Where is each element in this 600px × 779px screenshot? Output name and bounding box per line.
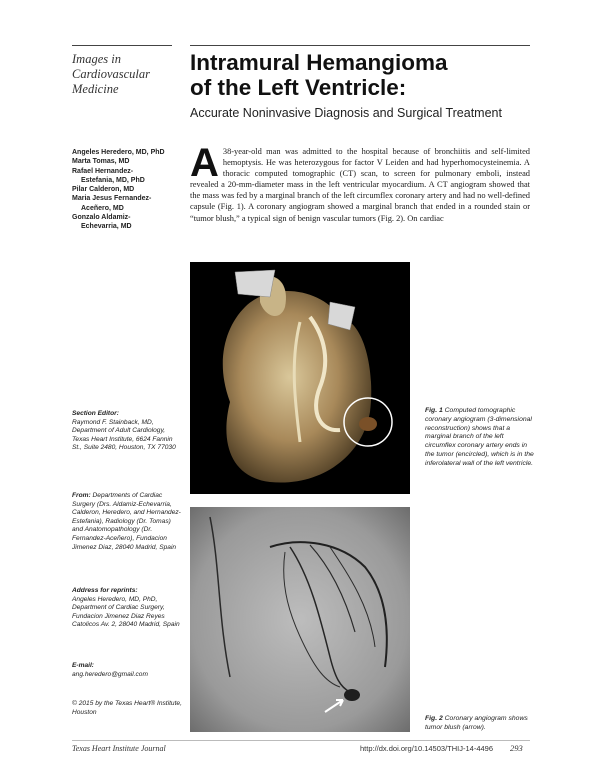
- email-block: [72, 662, 182, 679]
- figure-1-ct-image: [190, 262, 410, 494]
- from-label: From:: [72, 492, 91, 499]
- copyright-text: © 2015 by the Texas Heart® Institute, Houston: [72, 700, 182, 716]
- author-line: Marta Tomas, MD: [72, 158, 130, 166]
- figure-2-background: [190, 507, 410, 732]
- body-text: [190, 141, 530, 224]
- doi-link[interactable]: http://dx.doi.org/10.14503/THIJ-14-4496: [360, 744, 494, 753]
- body-paragraph: 38-year-old man was admitted to the hospital because of bronchiitis and self-limited hemoptysis. He was heterozygous for factor V Leiden and had hyperhomocysteinemia. A thoracic computed tomographic (CT) scan, to screen for pulmonary emboli, instead revealed a 20-mm-diameter mass in the left ventricular myocardium. A CT angiogram showed that the mass was fed by a marginal branch of the left circumflex coronary artery and had no well-defined capsule (Fig. 1). A coronary angiogram showed a marginal branch that ended in a rounded stain or “tumor blush,” a typical sign of benign vascular tumors (Fig. 2). On cardiac: [190, 147, 530, 223]
- reprints-block: [72, 587, 182, 630]
- series-heading: [72, 52, 172, 97]
- email-link[interactable]: ang.heredero@gmail.com: [72, 670, 148, 678]
- series-line: Images in: [72, 52, 121, 66]
- section-editor-text: Raymond F. Stainback, MD, Department of Adult Cardiology, Texas Heart Institute, 6624 Fannin St., Suite 2480, Houston, TX 77030: [72, 418, 176, 452]
- article-title: [190, 50, 560, 100]
- author-list: [72, 148, 187, 232]
- figure-2-caption-text: Coronary angiogram shows tumor blush (arrow).: [425, 715, 528, 731]
- author-line: Rafael Hernandez-: [72, 167, 134, 175]
- author-line: Pilar Calderon, MD: [72, 186, 135, 194]
- copyright-notice: [72, 700, 182, 717]
- tumor-mass: [359, 417, 377, 431]
- top-rule-right: [190, 45, 530, 46]
- author-line: Aceñero, MD: [81, 204, 124, 212]
- tumor-blush: [344, 689, 360, 701]
- author-line: Angeles Heredero, MD, PhD: [72, 149, 165, 156]
- footer-rule: [72, 740, 530, 741]
- top-rule-left: [72, 45, 172, 46]
- page-number: 293: [510, 743, 523, 753]
- from-text: Departments of Cardiac Surgery (Drs. Aldamiz-Echevarria, Calderon, Heredero, and Hernandez-Estefania), Radiology (Dr. Tomas) and Anatomopathology (Dr. Fernandez-Aceñero), Fundacion Jimenez Diaz, 28040 Madrid, Spain: [72, 492, 181, 551]
- reprints-text: Angeles Heredero, MD, PhD, Department of Cardiac Surgery, Fundacion Jimenez Diaz Reyes Catolicos Av. 2, 28040 Madrid, Spain: [72, 595, 180, 629]
- series-line: Cardiovascular: [72, 67, 151, 81]
- drop-cap: A: [190, 141, 219, 185]
- affiliation-block: [72, 492, 182, 552]
- figure-2-caption: [425, 715, 535, 733]
- title-line: of the Left Ventricle:: [190, 75, 407, 100]
- figure-1-caption-text: Computed tomographic coronary angiogram (3-dimensional reconstruction) shows that a marginal branch of the left circumflex coronary artery ends in the tumor (encircled), which is in the inferolateral wall of the left ventricle.: [425, 407, 534, 467]
- author-line: Echevarria, MD: [81, 223, 132, 231]
- figure-1-caption: [425, 407, 535, 469]
- figure-1-label: Fig. 1: [425, 407, 443, 414]
- article-subtitle: Accurate Noninvasive Diagnosis and Surgical Treatment: [190, 106, 502, 120]
- figure-2-label: Fig. 2: [425, 715, 443, 722]
- email-label: E-mail:: [72, 662, 94, 669]
- author-line: Maria Jesus Fernandez-: [72, 195, 152, 203]
- author-line: Gonzalo Aldamiz-: [72, 214, 131, 222]
- author-line: Estefania, MD, PhD: [81, 176, 145, 184]
- figure-2-angiogram-image: [190, 507, 410, 732]
- reprints-label: Address for reprints:: [72, 587, 138, 594]
- valve-left: [235, 270, 275, 297]
- journal-name: Texas Heart Institute Journal: [72, 744, 166, 753]
- title-line: Intramural Hemangioma: [190, 50, 448, 75]
- series-line: Medicine: [72, 82, 119, 96]
- section-editor-label: Section Editor:: [72, 410, 119, 417]
- section-editor-block: [72, 410, 182, 453]
